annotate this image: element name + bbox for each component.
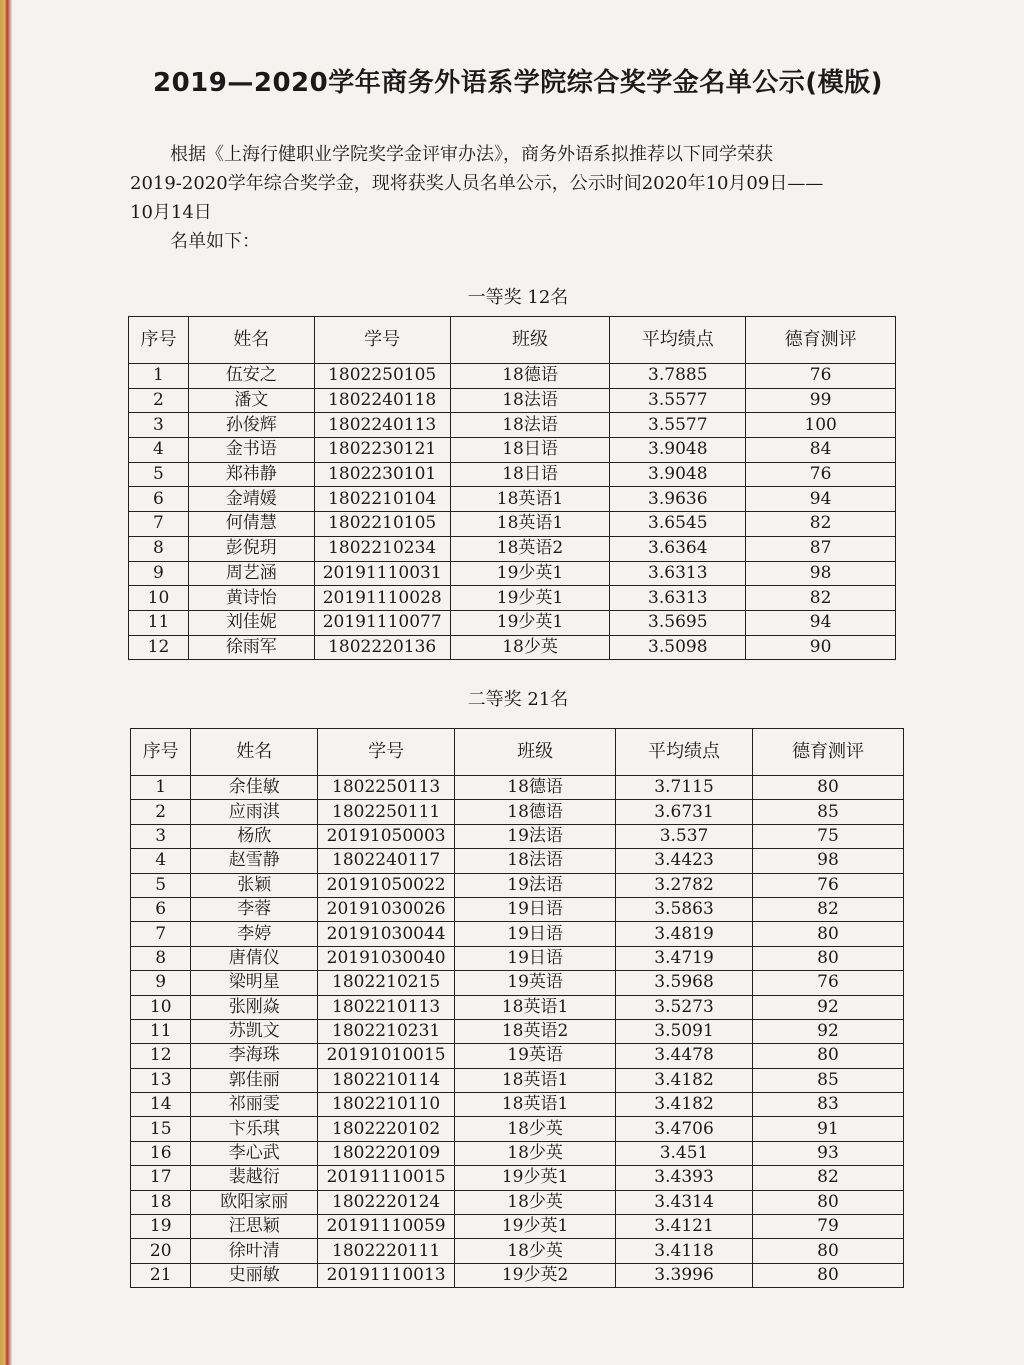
cell-class: 18日语	[450, 462, 610, 487]
cell-student-id: 1802210104	[314, 487, 450, 512]
cell-index: 19	[131, 1215, 191, 1239]
cell-student-id: 20191030026	[318, 897, 455, 921]
cell-gpa: 3.9048	[610, 438, 746, 463]
cell-name: 欧阳家丽	[191, 1190, 318, 1214]
cell-name: 伍安之	[188, 364, 314, 389]
header-moral-score: 德育测评	[752, 729, 903, 776]
cell-class: 19日语	[455, 922, 616, 946]
table-row	[131, 1141, 904, 1165]
intro-line: 名单如下：	[170, 231, 260, 252]
header-index: 序号	[129, 317, 189, 364]
cell-moral-score: 80	[752, 1263, 903, 1287]
cell-moral-score: 82	[752, 1166, 903, 1190]
cell-student-id: 1802230101	[314, 462, 450, 487]
table-row	[131, 1166, 904, 1190]
cell-class: 19法语	[455, 824, 616, 848]
cell-gpa: 3.5695	[610, 610, 746, 635]
cell-student-id: 1802210114	[318, 1068, 455, 1092]
cell-gpa: 3.537	[616, 824, 753, 848]
cell-moral-score: 85	[752, 1068, 903, 1092]
cell-moral-score: 92	[752, 1019, 903, 1043]
cell-class: 18英语1	[455, 995, 616, 1019]
cell-gpa: 3.5273	[616, 995, 753, 1019]
header-name: 姓名	[191, 729, 318, 776]
cell-name: 潘文	[188, 388, 314, 413]
table-row	[131, 849, 904, 873]
table-row	[131, 800, 904, 824]
header-index: 序号	[131, 729, 191, 776]
cell-gpa: 3.5098	[610, 635, 746, 660]
cell-student-id: 1802240117	[318, 849, 455, 873]
cell-index: 6	[131, 897, 191, 921]
header-moral-score: 德育测评	[746, 317, 896, 364]
cell-gpa: 3.5577	[610, 388, 746, 413]
cell-moral-score: 98	[746, 561, 896, 586]
cell-gpa: 3.4423	[616, 849, 753, 873]
cell-student-id: 1802210110	[318, 1093, 455, 1117]
cell-gpa: 3.4819	[616, 922, 753, 946]
cell-gpa: 3.4121	[616, 1215, 753, 1239]
cell-index: 11	[131, 1019, 191, 1043]
table-row	[131, 946, 904, 970]
cell-index: 7	[129, 512, 189, 537]
cell-gpa: 3.5863	[616, 897, 753, 921]
binder-edge	[0, 0, 12, 1365]
cell-name: 彭倪玥	[188, 536, 314, 561]
cell-name: 史丽敏	[191, 1263, 318, 1287]
cell-moral-score: 82	[746, 512, 896, 537]
cell-student-id: 1802220109	[318, 1141, 455, 1165]
cell-name: 李海珠	[191, 1044, 318, 1068]
cell-name: 周艺涵	[188, 561, 314, 586]
cell-index: 13	[131, 1068, 191, 1092]
table-row	[129, 536, 896, 561]
table-row	[129, 512, 896, 537]
cell-moral-score: 82	[752, 897, 903, 921]
header-class: 班级	[455, 729, 616, 776]
cell-index: 2	[129, 388, 189, 413]
cell-class: 18英语1	[450, 512, 610, 537]
cell-class: 18英语1	[450, 487, 610, 512]
cell-gpa: 3.2782	[616, 873, 753, 897]
cell-class: 18法语	[455, 849, 616, 873]
header-student-id: 学号	[318, 729, 455, 776]
cell-gpa: 3.9636	[610, 487, 746, 512]
cell-class: 18法语	[450, 413, 610, 438]
cell-student-id: 20191030040	[318, 946, 455, 970]
cell-index: 1	[129, 364, 189, 389]
cell-index: 16	[131, 1141, 191, 1165]
cell-student-id: 20191050022	[318, 873, 455, 897]
cell-student-id: 20191110077	[314, 610, 450, 635]
table-row	[131, 922, 904, 946]
table-row	[131, 1068, 904, 1092]
cell-gpa: 3.5091	[616, 1019, 753, 1043]
cell-index: 3	[129, 413, 189, 438]
cell-index: 4	[131, 849, 191, 873]
table-row	[131, 873, 904, 897]
table-row	[129, 364, 896, 389]
cell-moral-score: 79	[752, 1215, 903, 1239]
cell-name: 张刚焱	[191, 995, 318, 1019]
cell-index: 12	[129, 635, 189, 660]
cell-class: 19少英1	[450, 586, 610, 611]
table-row	[131, 897, 904, 921]
first-prize-table	[128, 316, 896, 660]
intro-paragraph	[130, 140, 920, 256]
table-row	[129, 487, 896, 512]
cell-gpa: 3.5577	[610, 413, 746, 438]
cell-class: 19日语	[455, 897, 616, 921]
cell-gpa: 3.3996	[616, 1263, 753, 1287]
cell-moral-score: 98	[752, 849, 903, 873]
cell-index: 10	[131, 995, 191, 1019]
cell-class: 18英语1	[455, 1068, 616, 1092]
cell-name: 唐倩仪	[191, 946, 318, 970]
cell-name: 徐叶清	[191, 1239, 318, 1263]
cell-name: 卞乐琪	[191, 1117, 318, 1141]
cell-class: 18少英	[455, 1117, 616, 1141]
cell-name: 应雨淇	[191, 800, 318, 824]
cell-index: 9	[131, 971, 191, 995]
cell-index: 15	[131, 1117, 191, 1141]
cell-class: 19日语	[455, 946, 616, 970]
cell-gpa: 3.6313	[610, 561, 746, 586]
cell-gpa: 3.6545	[610, 512, 746, 537]
cell-class: 18日语	[450, 438, 610, 463]
cell-gpa: 3.9048	[610, 462, 746, 487]
cell-name: 孙俊辉	[188, 413, 314, 438]
table-row	[129, 388, 896, 413]
cell-moral-score: 83	[752, 1093, 903, 1117]
cell-class: 18英语1	[455, 1093, 616, 1117]
cell-class: 18德语	[455, 800, 616, 824]
second-prize-title: 二等奖 21名	[467, 689, 569, 710]
intro-line: 10月14日	[130, 202, 212, 223]
cell-moral-score: 84	[746, 438, 896, 463]
cell-index: 1	[131, 776, 191, 800]
cell-moral-score: 99	[746, 388, 896, 413]
cell-name: 汪思颖	[191, 1215, 318, 1239]
cell-student-id: 1802250113	[318, 776, 455, 800]
cell-class: 18少英	[455, 1239, 616, 1263]
cell-student-id: 1802240113	[314, 413, 450, 438]
cell-moral-score: 80	[752, 1190, 903, 1214]
cell-name: 何倩慧	[188, 512, 314, 537]
cell-gpa: 3.6364	[610, 536, 746, 561]
cell-name: 金书语	[188, 438, 314, 463]
cell-name: 徐雨军	[188, 635, 314, 660]
table-row	[129, 438, 896, 463]
cell-moral-score: 90	[746, 635, 896, 660]
page-title: 2019—2020学年商务外语系学院综合奖学金名单公示(模版)	[153, 68, 883, 98]
cell-student-id: 20191110059	[318, 1215, 455, 1239]
cell-moral-score: 75	[752, 824, 903, 848]
cell-moral-score: 91	[752, 1117, 903, 1141]
table-row	[129, 586, 896, 611]
cell-index: 9	[129, 561, 189, 586]
table-row	[131, 776, 904, 800]
cell-name: 祁丽雯	[191, 1093, 318, 1117]
cell-gpa: 3.4182	[616, 1093, 753, 1117]
cell-moral-score: 76	[746, 462, 896, 487]
cell-moral-score: 92	[752, 995, 903, 1019]
cell-class: 18英语2	[455, 1019, 616, 1043]
table-row	[131, 1215, 904, 1239]
cell-moral-score: 80	[752, 946, 903, 970]
cell-name: 刘佳妮	[188, 610, 314, 635]
cell-gpa: 3.4118	[616, 1239, 753, 1263]
cell-index: 8	[129, 536, 189, 561]
cell-class: 19少英2	[455, 1263, 616, 1287]
cell-moral-score: 80	[752, 1239, 903, 1263]
cell-student-id: 20191050003	[318, 824, 455, 848]
cell-student-id: 1802210105	[314, 512, 450, 537]
cell-index: 5	[129, 462, 189, 487]
cell-gpa: 3.4706	[616, 1117, 753, 1141]
cell-student-id: 1802250111	[318, 800, 455, 824]
cell-class: 19英语	[455, 971, 616, 995]
cell-index: 6	[129, 487, 189, 512]
cell-student-id: 1802210234	[314, 536, 450, 561]
cell-moral-score: 85	[752, 800, 903, 824]
cell-name: 余佳敏	[191, 776, 318, 800]
cell-class: 18英语2	[450, 536, 610, 561]
header-name: 姓名	[188, 317, 314, 364]
cell-class: 19少英1	[450, 610, 610, 635]
table-row	[131, 1263, 904, 1287]
cell-moral-score: 80	[752, 776, 903, 800]
cell-student-id: 1802240118	[314, 388, 450, 413]
cell-student-id: 20191110031	[314, 561, 450, 586]
cell-index: 18	[131, 1190, 191, 1214]
cell-moral-score: 76	[752, 873, 903, 897]
table-row	[129, 561, 896, 586]
table-row	[129, 413, 896, 438]
cell-index: 14	[131, 1093, 191, 1117]
table-row	[131, 1190, 904, 1214]
cell-gpa: 3.7885	[610, 364, 746, 389]
cell-class: 18德语	[450, 364, 610, 389]
intro-line: 2019-2020学年综合奖学金，现将获奖人员名单公示，公示时间2020年10月09日——	[130, 173, 824, 194]
cell-gpa: 3.4393	[616, 1166, 753, 1190]
cell-moral-score: 94	[746, 487, 896, 512]
cell-gpa: 3.5968	[616, 971, 753, 995]
cell-class: 19法语	[455, 873, 616, 897]
cell-student-id: 20191010015	[318, 1044, 455, 1068]
header-student-id: 学号	[314, 317, 450, 364]
header-gpa: 平均绩点	[616, 729, 753, 776]
cell-index: 12	[131, 1044, 191, 1068]
table-row	[129, 635, 896, 660]
cell-gpa: 3.4314	[616, 1190, 753, 1214]
cell-name: 郭佳丽	[191, 1068, 318, 1092]
cell-student-id: 1802210215	[318, 971, 455, 995]
cell-class: 19少英1	[455, 1215, 616, 1239]
cell-name: 杨欣	[191, 824, 318, 848]
cell-student-id: 1802250105	[314, 364, 450, 389]
cell-class: 18德语	[455, 776, 616, 800]
cell-gpa: 3.4182	[616, 1068, 753, 1092]
cell-index: 3	[131, 824, 191, 848]
cell-index: 11	[129, 610, 189, 635]
cell-moral-score: 82	[746, 586, 896, 611]
cell-student-id: 1802220111	[318, 1239, 455, 1263]
cell-index: 17	[131, 1166, 191, 1190]
table-header-row	[129, 317, 896, 364]
cell-name: 裴越衍	[191, 1166, 318, 1190]
cell-name: 金靖媛	[188, 487, 314, 512]
cell-name: 张颖	[191, 873, 318, 897]
cell-class: 18少英	[455, 1141, 616, 1165]
cell-class: 18法语	[450, 388, 610, 413]
cell-gpa: 3.451	[616, 1141, 753, 1165]
cell-name: 郑祎静	[188, 462, 314, 487]
cell-gpa: 3.6731	[616, 800, 753, 824]
table-row	[131, 1117, 904, 1141]
cell-index: 4	[129, 438, 189, 463]
document-page	[12, 0, 1024, 1365]
cell-name: 李蓉	[191, 897, 318, 921]
table-row	[131, 824, 904, 848]
cell-name: 苏凯文	[191, 1019, 318, 1043]
table-row	[131, 1239, 904, 1263]
cell-gpa: 3.4719	[616, 946, 753, 970]
cell-moral-score: 87	[746, 536, 896, 561]
cell-student-id: 1802210113	[318, 995, 455, 1019]
cell-student-id: 20191110015	[318, 1166, 455, 1190]
intro-line: 根据《上海行健职业学院奖学金评审办法》，商务外语系拟推荐以下同学荣获	[170, 144, 773, 165]
cell-index: 5	[131, 873, 191, 897]
cell-student-id: 1802220136	[314, 635, 450, 660]
cell-index: 7	[131, 922, 191, 946]
table-row	[131, 995, 904, 1019]
cell-class: 19英语	[455, 1044, 616, 1068]
cell-gpa: 3.4478	[616, 1044, 753, 1068]
cell-moral-score: 80	[752, 1044, 903, 1068]
cell-moral-score: 93	[752, 1141, 903, 1165]
cell-name: 李心武	[191, 1141, 318, 1165]
header-gpa: 平均绩点	[610, 317, 746, 364]
cell-moral-score: 76	[746, 364, 896, 389]
table-header-row	[131, 729, 904, 776]
cell-class: 18少英	[450, 635, 610, 660]
cell-class: 18少英	[455, 1190, 616, 1214]
second-prize-table	[130, 728, 904, 1288]
cell-name: 黄诗怡	[188, 586, 314, 611]
cell-student-id: 1802230121	[314, 438, 450, 463]
cell-student-id: 1802210231	[318, 1019, 455, 1043]
table-row	[129, 610, 896, 635]
table-row	[131, 971, 904, 995]
cell-gpa: 3.6313	[610, 586, 746, 611]
cell-name: 赵雪静	[191, 849, 318, 873]
table-row	[131, 1093, 904, 1117]
cell-student-id: 1802220124	[318, 1190, 455, 1214]
table-row	[129, 462, 896, 487]
cell-class: 19少英1	[450, 561, 610, 586]
first-prize-title: 一等奖 12名	[467, 287, 569, 308]
table-row	[131, 1044, 904, 1068]
header-class: 班级	[450, 317, 610, 364]
cell-gpa: 3.7115	[616, 776, 753, 800]
cell-moral-score: 100	[746, 413, 896, 438]
cell-student-id: 20191110028	[314, 586, 450, 611]
cell-index: 2	[131, 800, 191, 824]
cell-student-id: 20191110013	[318, 1263, 455, 1287]
cell-index: 20	[131, 1239, 191, 1263]
cell-student-id: 20191030044	[318, 922, 455, 946]
cell-name: 梁明星	[191, 971, 318, 995]
cell-student-id: 1802220102	[318, 1117, 455, 1141]
cell-class: 19少英1	[455, 1166, 616, 1190]
cell-index: 21	[131, 1263, 191, 1287]
table-row	[131, 1019, 904, 1043]
cell-index: 8	[131, 946, 191, 970]
cell-moral-score: 80	[752, 922, 903, 946]
cell-moral-score: 94	[746, 610, 896, 635]
cell-index: 10	[129, 586, 189, 611]
cell-name: 李婷	[191, 922, 318, 946]
cell-moral-score: 76	[752, 971, 903, 995]
